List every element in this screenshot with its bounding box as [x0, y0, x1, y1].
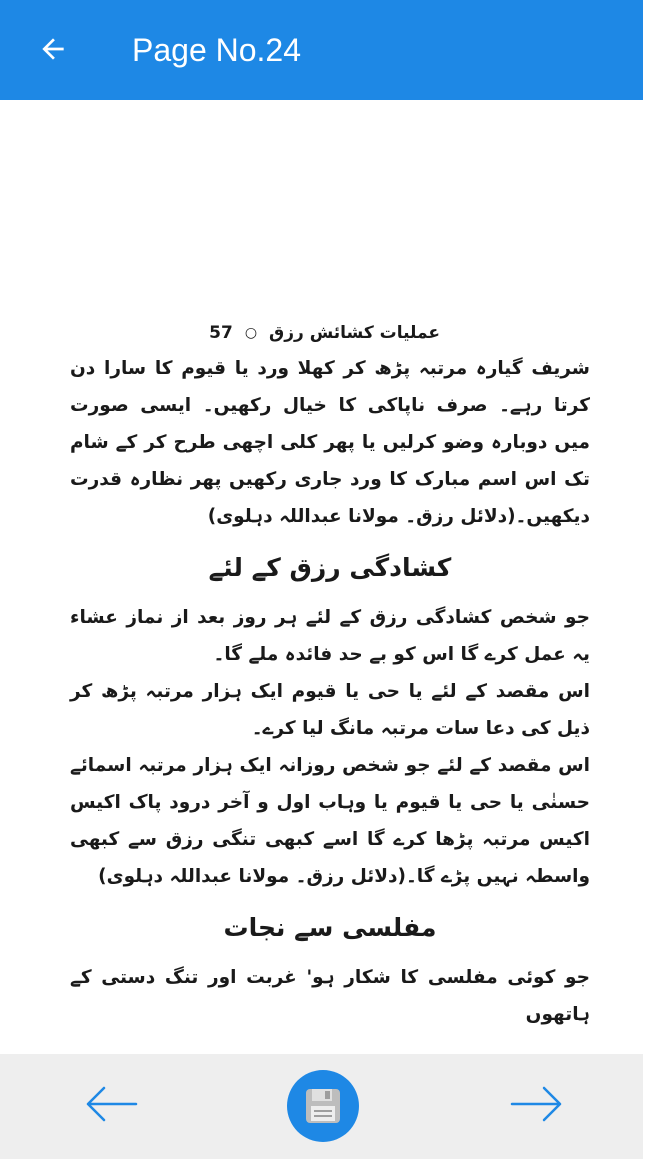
paragraph: جو شخص کشادگی رزق کے لئے ہر روز بعد از نماز عشاء یہ عمل کرے گا اس کو بے حد فائدہ ملے گا۔: [70, 607, 590, 665]
arrow-left-icon: [37, 33, 69, 65]
screen-edge: [643, 0, 656, 1159]
app-bar: [0, 0, 643, 100]
back-button[interactable]: [30, 26, 76, 72]
circle-separator-icon: ○: [244, 325, 258, 341]
next-page-button[interactable]: [510, 1084, 564, 1124]
previous-page-button[interactable]: [84, 1084, 138, 1124]
page-number: 57: [209, 323, 233, 343]
paragraph: جو کوئی مفلسی کا شکار ہو' غربت اور تنگ دستی کے ہاتھوں: [70, 967, 590, 1025]
section-heading: مفلسی سے نجات: [223, 913, 437, 942]
scanned-text: [70, 316, 590, 1033]
page-title: Page No.24: [132, 32, 302, 68]
paragraph: شریف گیارہ مرتبہ پڑھ کر کھلا ورد یا قیوم کا سارا دن کرتا رہے۔ صرف ناپاکی کا خیال رکھیں۔ ایسی صورت میں دوبارہ وضو کرلیں یا پھر کلی اچھی طرح کر کے شام تک اس اسم مبارک کا ورد جاری رکھیں پھر نظارہ قدرت دیکھیں۔(دلائل رزق۔ مولانا عبداللہ دہلوی): [70, 358, 590, 527]
paragraph: اس مقصد کے لئے یا حی یا قیوم ایک ہزار مرتبہ پڑھ کر ذیل کی دعا سات مرتبہ مانگ لیا کرے۔: [70, 681, 590, 739]
save-button[interactable]: [287, 1070, 359, 1142]
page-header: [70, 316, 590, 350]
arrow-right-thin-icon: [510, 1084, 564, 1124]
arrow-left-thin-icon: [84, 1084, 138, 1124]
section-heading: کشادگی رزق کے لئے: [208, 553, 452, 582]
floppy-disk-icon: [303, 1086, 343, 1126]
paragraph: اس مقصد کے لئے جو شخص روزانہ ایک ہزار مرتبہ اسمائے حسنٰی یا حی یا قیوم یا وہاب اول و آخر درود پاک اکیس اکیس مرتبہ پڑھا کرے گا اسے کبھی تنگی رزق سے کبھی واسطہ نہیں پڑے گا۔(دلائل رزق۔ مولانا عبداللہ دہلوی): [70, 755, 590, 887]
book-title: عملیات کشائش رزق: [269, 323, 440, 343]
book-page: [0, 100, 643, 1054]
bottom-bar: [0, 1054, 643, 1159]
